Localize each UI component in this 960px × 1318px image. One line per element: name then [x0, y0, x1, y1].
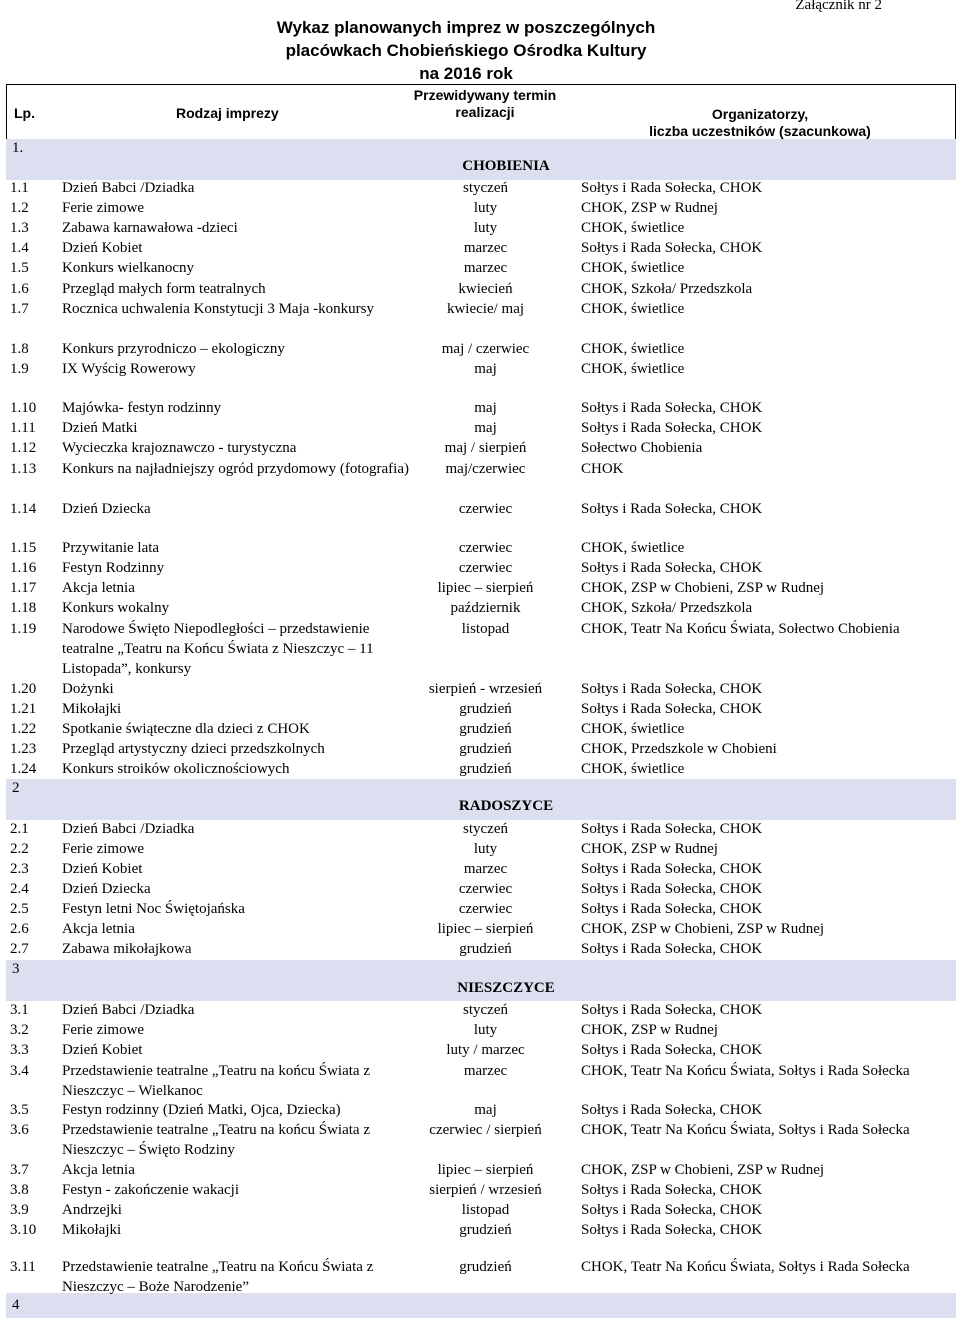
event-term: czerwiec / sierpień [429, 1122, 542, 1138]
event-term: maj [474, 400, 497, 416]
event-organizers: Sołtys i Rada Sołecka, CHOK [581, 941, 763, 957]
annex-label: Załącznik nr 2 [795, 0, 882, 13]
event-organizers: CHOK, świetlice [581, 341, 685, 357]
column-header-lp: Lp. [14, 105, 35, 121]
column-divider [955, 84, 956, 139]
event-name: Ferie zimowe [62, 200, 145, 216]
event-name: Konkurs wielkanocny [62, 260, 195, 276]
event-organizers: Sołtys i Rada Sołecka, CHOK [581, 1002, 763, 1018]
event-organizers: Sołtys i Rada Sołecka, CHOK [581, 501, 763, 517]
event-name: Majówka- festyn rodzinny [62, 400, 222, 416]
row-number: 3.5 [10, 1102, 29, 1118]
header-org-line: Organizatorzy, [711, 106, 809, 122]
event-term: grudzień [459, 761, 512, 777]
row-number: 1.2 [10, 200, 29, 216]
section-header [6, 779, 956, 820]
event-name: Akcja letnia [62, 921, 135, 937]
event-organizers: CHOK, Szkoła/ Przedszkola [581, 281, 753, 297]
event-organizers: CHOK, Szkoła/ Przedszkola [581, 600, 753, 616]
row-number: 3.3 [10, 1042, 29, 1058]
event-organizers: CHOK, świetlice [581, 260, 685, 276]
section-number: 3 [12, 961, 20, 977]
row-number: 1.6 [10, 281, 29, 297]
event-organizers: Sołtys i Rada Sołecka, CHOK [581, 1182, 763, 1198]
row-number: 1.16 [10, 560, 37, 576]
event-name: Dzień Babci /Dziadka [62, 1002, 195, 1018]
event-organizers: CHOK, świetlice [581, 540, 685, 556]
event-term: marzec [463, 260, 508, 276]
section-name: NIESZCZYCE [457, 980, 555, 996]
event-organizers: CHOK, świetlice [581, 361, 685, 377]
event-organizers: CHOK, świetlice [581, 761, 685, 777]
row-number: 1.1 [10, 180, 29, 196]
title-line: Wykaz planowanych imprez w poszczególnych [276, 18, 656, 37]
event-name: Dzień Matki [62, 420, 138, 436]
event-name: Akcja letnia [62, 1162, 135, 1178]
row-number: 1.8 [10, 341, 29, 357]
event-term: styczeń [463, 1002, 508, 1018]
event-term: czerwiec [458, 540, 513, 556]
event-name: Andrzejki [62, 1202, 122, 1218]
event-name: Festyn letni Noc Świętojańska [62, 901, 245, 917]
event-name: Zabawa mikołajkowa [62, 941, 192, 957]
event-organizers: Sołtys i Rada Sołecka, CHOK [581, 560, 763, 576]
event-organizers: CHOK, ZSP w Rudnej [581, 1022, 718, 1038]
row-number: 1.4 [10, 240, 29, 256]
event-organizers: CHOK, ZSP w Chobieni, ZSP w Rudnej [581, 1162, 825, 1178]
event-name: Przegląd artystyczny dzieci przedszkolnych [62, 741, 325, 757]
event-term: grudzień [459, 1259, 512, 1275]
event-term: luty [473, 1022, 498, 1038]
row-number: 1.9 [10, 361, 29, 377]
event-name: Dzień Babci /Dziadka [62, 821, 195, 837]
event-term: maj/czerwiec [445, 461, 526, 477]
column-header-term [410, 87, 560, 121]
section-name: CHOBIENIA [462, 158, 550, 174]
header-org-line: liczba uczestników (szacunkowa) [649, 123, 871, 139]
event-term: styczeń [463, 821, 508, 837]
event-name: Konkurs wokalny [62, 600, 170, 616]
event-term: maj / czerwiec [441, 341, 530, 357]
header-divider [6, 84, 956, 85]
row-number: 2.2 [10, 841, 29, 857]
event-name: Konkurs stroików okolicznościowych [62, 761, 290, 777]
title-line: na 2016 rok [419, 64, 513, 83]
section-name: RADOSZYCE [458, 798, 554, 814]
event-organizers: Sołtys i Rada Sołecka, CHOK [581, 180, 763, 196]
event-term: październik [450, 600, 521, 616]
event-name: Dzień Kobiet [62, 1042, 143, 1058]
event-organizers: Sołtys i Rada Sołecka, CHOK [581, 901, 763, 917]
row-number: 3.8 [10, 1182, 29, 1198]
event-term: maj [474, 420, 497, 436]
event-name: Dzień Kobiet [62, 240, 143, 256]
row-number: 1.13 [10, 461, 37, 477]
event-term: sierpień / wrzesień [429, 1182, 542, 1198]
event-term: lipiec – sierpień [437, 1162, 534, 1178]
row-number: 1.19 [10, 621, 37, 637]
header-term-line: Przewidywany termin [413, 87, 557, 103]
event-name: Festyn rodzinny (Dzień Matki, Ojca, Dziecka) [62, 1102, 341, 1118]
event-term: czerwiec [458, 881, 513, 897]
header-term-line: realizacji [455, 104, 515, 120]
event-name: Zabawa karnawałowa -dzieci [62, 220, 238, 236]
event-term: maj [474, 1102, 497, 1118]
event-term: maj [474, 361, 497, 377]
event-term: styczeń [463, 180, 508, 196]
row-number: 3.4 [10, 1063, 29, 1079]
row-number: 2.1 [10, 821, 29, 837]
event-organizers: CHOK, ZSP w Rudnej [581, 841, 718, 857]
event-organizers: CHOK, świetlice [581, 301, 685, 317]
event-name: Dzień Dziecka [62, 501, 151, 517]
event-term: kwiecie/ maj [446, 301, 525, 317]
row-number: 1.12 [10, 440, 37, 456]
event-term: lipiec – sierpień [437, 921, 534, 937]
row-number: 1.17 [10, 580, 37, 596]
event-term: marzec [463, 1063, 508, 1079]
event-name: Dożynki [62, 681, 114, 697]
event-term: czerwiec [458, 901, 513, 917]
row-number: 3.10 [10, 1222, 37, 1238]
event-term: grudzień [459, 741, 512, 757]
event-organizers: Sołtys i Rada Sołecka, CHOK [581, 821, 763, 837]
event-organizers: CHOK, ZSP w Chobieni, ZSP w Rudnej [581, 921, 825, 937]
event-name: Przywitanie lata [62, 540, 160, 556]
event-organizers: Sołtys i Rada Sołecka, CHOK [581, 1042, 763, 1058]
event-organizers: CHOK, Przedszkole w Chobieni [581, 741, 777, 757]
event-name: Rocznica uchwalenia Konstytucji 3 Maja -konkursy [62, 301, 374, 317]
event-organizers: Sołtys i Rada Sołecka, CHOK [581, 1222, 763, 1238]
event-name: Dzień Kobiet [62, 861, 143, 877]
section-number: 1. [12, 140, 24, 156]
event-organizers: Sołtys i Rada Sołecka, CHOK [581, 240, 763, 256]
event-name: Konkurs przyrodniczo – ekologiczny [62, 341, 285, 357]
event-organizers: Sołtys i Rada Sołecka, CHOK [581, 701, 763, 717]
event-term: grudzień [459, 1222, 512, 1238]
row-number: 1.22 [10, 721, 37, 737]
row-number: 3.2 [10, 1022, 29, 1038]
row-number: 2.4 [10, 881, 29, 897]
event-name: Dzień Dziecka [62, 881, 151, 897]
row-number: 1.23 [10, 741, 37, 757]
event-organizers: CHOK [581, 461, 624, 477]
event-organizers: Sołtys i Rada Sołecka, CHOK [581, 400, 763, 416]
row-number: 1.5 [10, 260, 29, 276]
row-number: 2.3 [10, 861, 29, 877]
event-name: Narodowe Święto Niepodległości – przedstawienie teatralne „Teatru na Końcu Świata z Nieszczyc – 11 Listopada”, konkursy [62, 621, 374, 677]
event-organizers: CHOK, ZSP w Rudnej [581, 200, 718, 216]
row-number: 1.7 [10, 301, 29, 317]
title-line: placówkach Chobieńskiego Ośrodka Kultury [285, 41, 647, 60]
event-organizers: Sołtys i Rada Sołecka, CHOK [581, 881, 763, 897]
event-term: luty / marzec [446, 1042, 525, 1058]
row-number: 3.6 [10, 1122, 29, 1138]
event-organizers: Sołtys i Rada Sołecka, CHOK [581, 681, 763, 697]
event-organizers: CHOK, świetlice [581, 220, 685, 236]
row-number: 1.10 [10, 400, 37, 416]
event-organizers: CHOK, Teatr Na Końcu Świata, Sołtys i Rada Sołecka [581, 1259, 910, 1275]
section-header [6, 960, 956, 1001]
event-organizers: CHOK, ZSP w Chobieni, ZSP w Rudnej [581, 580, 825, 596]
row-number: 3.9 [10, 1202, 29, 1218]
event-term: listopad [461, 621, 510, 637]
event-name: Mikołajki [62, 701, 122, 717]
event-name: Mikołajki [62, 1222, 122, 1238]
event-term: grudzień [459, 941, 512, 957]
section-number: 4 [12, 1297, 20, 1313]
event-organizers: Sołtys i Rada Sołecka, CHOK [581, 861, 763, 877]
event-name: Wycieczka krajoznawczo - turystyczna [62, 440, 297, 456]
section-header [6, 139, 956, 180]
event-term: luty [473, 841, 498, 857]
event-name: Konkurs na najładniejszy ogród przydomowy (fotografia) [62, 461, 409, 477]
event-name: Ferie zimowe [62, 841, 145, 857]
event-name: Akcja letnia [62, 580, 135, 596]
event-organizers: CHOK, Teatr Na Końcu Świata, Sołtys i Rada Sołecka [581, 1063, 910, 1079]
event-term: lipiec – sierpień [437, 580, 534, 596]
event-term: marzec [463, 240, 508, 256]
event-name: Ferie zimowe [62, 1022, 145, 1038]
row-number: 2.5 [10, 901, 29, 917]
event-organizers: CHOK, Teatr Na Końcu Świata, Sołectwo Chobienia [581, 621, 900, 637]
event-term: marzec [463, 861, 508, 877]
row-number: 1.3 [10, 220, 29, 236]
row-number: 1.24 [10, 761, 37, 777]
event-name: Przedstawienie teatralne „Teatru na Końcu Świata z Nieszczyc – Boże Narodzenie” [62, 1259, 374, 1295]
document-title [256, 16, 676, 85]
event-term: grudzień [459, 721, 512, 737]
event-name: IX Wyścig Rowerowy [62, 361, 196, 377]
event-term: sierpień - wrzesień [428, 681, 543, 697]
event-name: Festyn - zakończenie wakacji [62, 1182, 240, 1198]
event-name: Przegląd małych form teatralnych [62, 281, 266, 297]
column-header-organizers [640, 106, 880, 140]
row-number: 2.6 [10, 921, 29, 937]
event-term: luty [473, 220, 498, 236]
row-number: 3.1 [10, 1002, 29, 1018]
row-number: 3.11 [10, 1259, 36, 1275]
row-number: 1.21 [10, 701, 37, 717]
event-organizers: Sołtys i Rada Sołecka, CHOK [581, 420, 763, 436]
event-name: Dzień Babci /Dziadka [62, 180, 195, 196]
row-number: 1.14 [10, 501, 37, 517]
event-term: listopad [461, 1202, 510, 1218]
row-number: 1.18 [10, 600, 37, 616]
event-name: Festyn Rodzinny [62, 560, 165, 576]
row-number: 1.11 [10, 420, 36, 436]
column-header-type: Rodzaj imprezy [176, 105, 279, 121]
event-term: luty [473, 200, 498, 216]
event-name: Spotkanie świąteczne dla dzieci z CHOK [62, 721, 310, 737]
row-number: 3.7 [10, 1162, 29, 1178]
row-number: 2.7 [10, 941, 29, 957]
event-term: czerwiec [458, 501, 513, 517]
row-number: 1.15 [10, 540, 37, 556]
column-divider [6, 84, 7, 139]
event-organizers: Sołtys i Rada Sołecka, CHOK [581, 1102, 763, 1118]
event-organizers: Sołectwo Chobienia [581, 440, 703, 456]
section-number: 2 [12, 780, 20, 796]
event-term: czerwiec [458, 560, 513, 576]
row-number: 1.20 [10, 681, 37, 697]
event-organizers: CHOK, Teatr Na Końcu Świata, Sołtys i Rada Sołecka [581, 1122, 910, 1138]
event-name: Przedstawienie teatralne „Teatru na końcu Świata z Nieszczyc – Święto Rodziny [62, 1122, 370, 1158]
event-term: kwiecień [458, 281, 513, 297]
event-term: grudzień [459, 701, 512, 717]
event-organizers: Sołtys i Rada Sołecka, CHOK [581, 1202, 763, 1218]
event-term: maj / sierpień [444, 440, 527, 456]
event-organizers: CHOK, świetlice [581, 721, 685, 737]
event-name: Przedstawienie teatralne „Teatru na końcu Świata z Nieszczyc – Wielkanoc [62, 1063, 370, 1099]
